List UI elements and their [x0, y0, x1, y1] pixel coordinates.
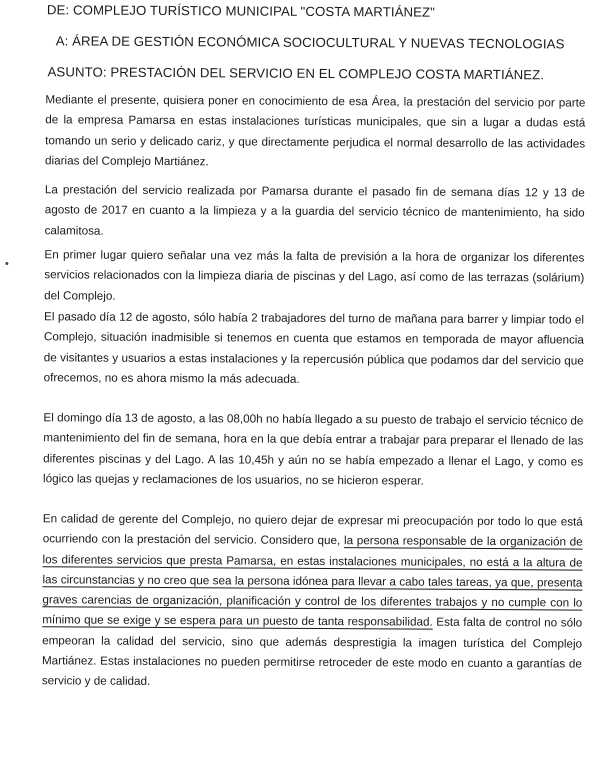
scan-speck	[5, 262, 8, 265]
concern-intro-text: En calidad de gerente del Complejo, no quiero dejar de expresar mi preocupación por todo lo que está ocurriendo con la prestación del servicio. Considero que,	[42, 512, 583, 548]
concern-closing-text: Esta falta de control no sólo empeoran la calidad del servicio, sino que además desprestigia la imagen turística del Complejo Martiánez. Estas instalaciones no pueden permitirse retroceder de este modo en cuanto a garantías de servicio y de calidad.	[41, 616, 583, 689]
paragraph-intro: Mediante el presente, quisiera poner en conocimiento de esa Área, la prestación del servicio por parte de la empresa Pamarsa en estas instalaciones turísticas municipales, que sin a lugar a dudas está tomando un serio y delicado cariz, y que directamente perjudica el normal desarrollo de las actividades diarias del Complejo Martiánez.	[44, 93, 586, 169]
paragraph-manager-concern	[42, 509, 583, 695]
paragraph-lack-of-planning: En primer lugar quiero señalar una vez más la falta de previsión a la hora de organizar los diferentes servicios relacionados con la limpieza diaria de piscinas y del Lago, así como de las terrazas (solárium) del Complejo.	[44, 248, 585, 303]
paragraph-august-13: El domingo día 13 de agosto, a las 08,00h no había llegado a su puesto de trabajo el servicio técnico de mantenimiento del fin de semana, hora en la que debía entrar a trabajar para preparar el llenado de las diferentes piscinas y del Lago. A las 10,45h y aún no se había empezado a llenar el Lago, y como es lógico las quejas y reclamaciones de los usuarios, no se hicieron esperar.	[43, 411, 584, 488]
header-to: A: ÁREA DE GESTIÓN ECONÓMICA SOCIOCULTURAL Y NUEVAS TECNOLOGIAS	[55, 33, 565, 52]
paragraph-weekend-service: La prestación del servicio realizada por Pamarsa durante el pasado fin de semana días 12 y 13 de agosto de 2017 en cuanto a la limpieza y a la guardia del servicio técnico de mantenimiento, ha sido calamitosa.	[44, 183, 585, 238]
header-from: DE: COMPLEJO TURÍSTICO MUNICIPAL "COSTA MARTIÁNEZ"	[46, 2, 436, 20]
paragraph-august-12: El pasado día 12 de agosto, sólo había 2 trabajadores del turno de mañana para barrer y limpiar todo el Complejo, situación inadmisible si tenemos en cuenta que estamos en temporada de mayor afluencia de visitantes y usuarios a estas instalaciones y la repercusión pública que podamos dar del servicio que ofrecemos, no es ahora mismo la más adecuada.	[43, 310, 585, 386]
underlined-statement: la persona responsable de la organización de los diferentes servicios que presta Pamarsa, en estas instalaciones municipales, no está a la altura de las circunstancias y no creo que sea la persona idónea para llevar a cabo tales tareas, ya que, presenta graves carencias de organización, planificación y control de los diferentes trabajos y no cumple con lo mínimo que se exige y se espera para un puesto de tanta responsabilidad.	[42, 534, 583, 630]
header-subject: ASUNTO: PRESTACIÓN DEL SERVICIO EN EL COMPLEJO COSTA MARTIÁNEZ.	[47, 64, 545, 83]
